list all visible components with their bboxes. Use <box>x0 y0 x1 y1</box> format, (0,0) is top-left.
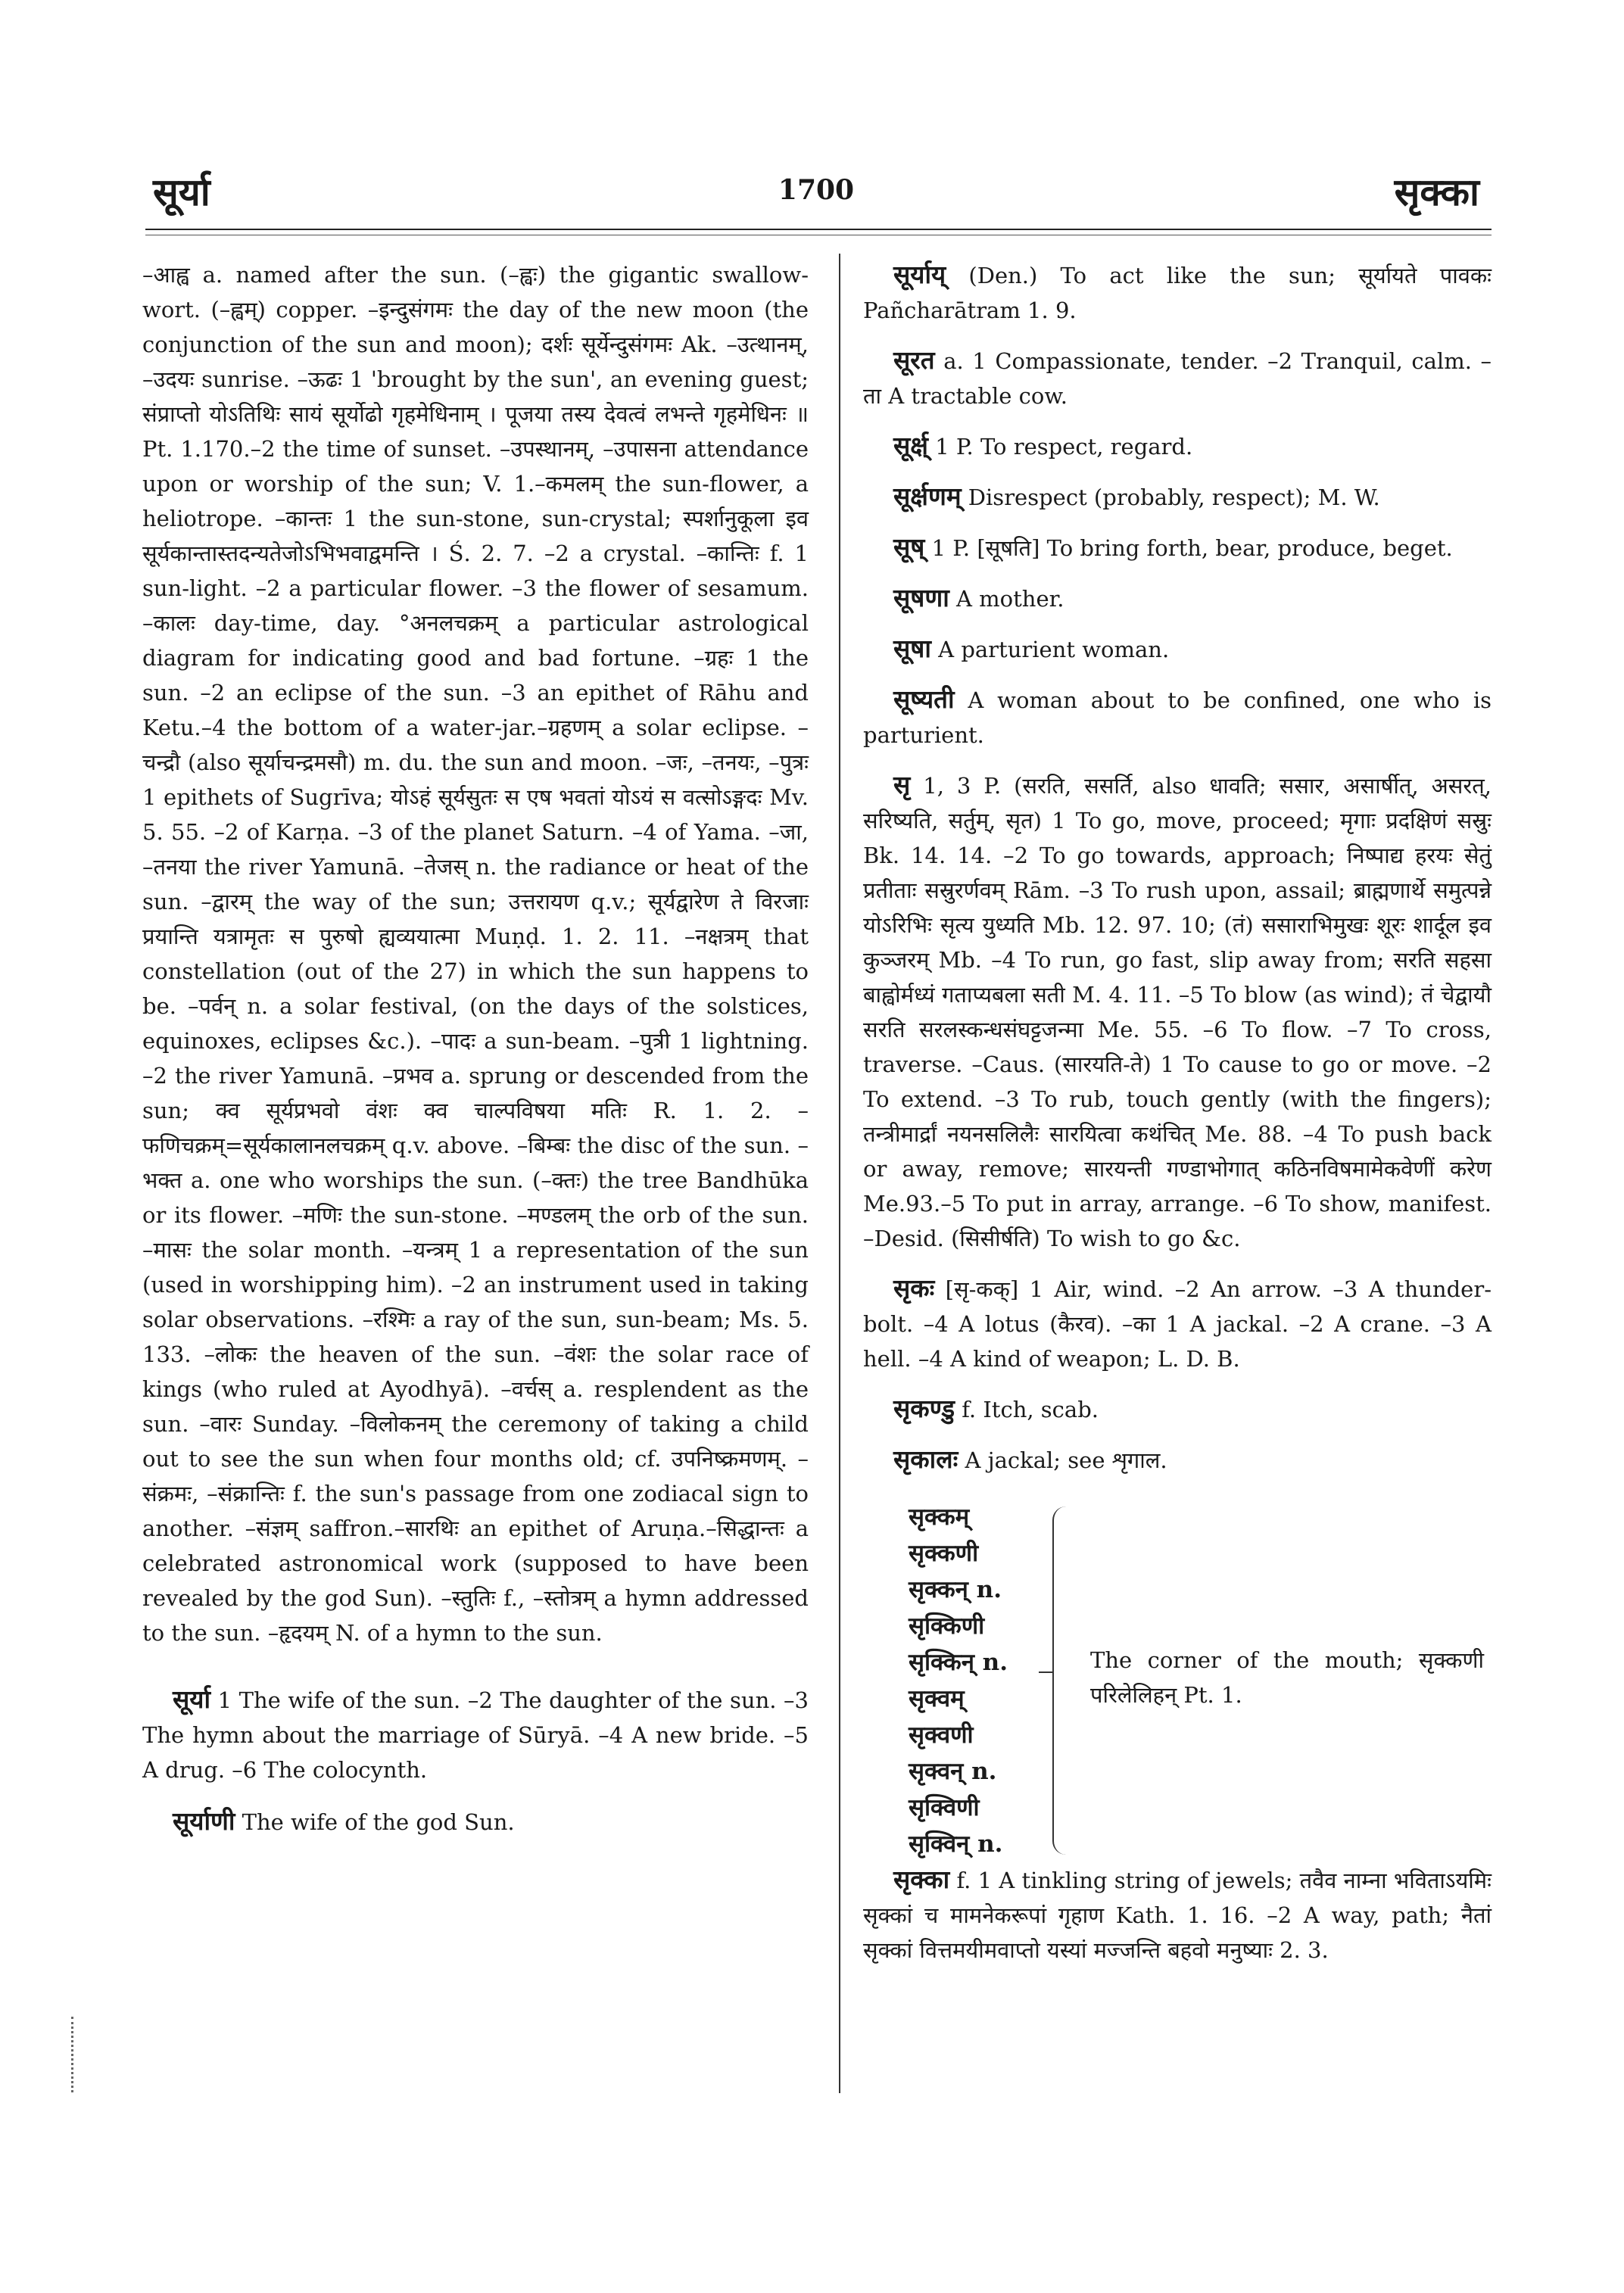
entry-1 <box>863 257 1492 328</box>
grouped-headword: सृक्वन् n. <box>909 1758 997 1785</box>
entry-2 <box>863 343 1492 413</box>
grouped-headword: सृक्वणी <box>909 1721 974 1749</box>
grouped-headword: सृक्वम् <box>909 1685 965 1712</box>
surya-compounds-entry <box>142 257 809 1650</box>
entry-3 <box>863 428 1492 464</box>
surya-compounds-text: –आह्व a. named after the sun. (–ह्वः) the gigantic swallow-wort. (–ह्वम्) copper. –इन्दुसंगमः the day of the new moon (the conjunction of the sun and moon); दर्शः सूर्येन्दुसंगमः Ak. –उत्थानम्, –उदयः sunrise. –ऊढः 1 'brought by the sun', an evening guest; संप्राप्तो योऽतिथिः सायं सूर्योढो गृहमेधिनाम् । पूजया तस्य देवत्वं लभन्ते गृहमेधिनः ॥ Pt. 1.170.–2 the time of sunset. –उपस्थानम्, –उपासना attendance upon or worship of the sun; V. 1.–कमलम् the sun-flower, a heliotrope. –कान्तः 1 the sun-stone, sun-crystal; स्पर्शानुकूला इव सूर्यकान्तास्तदन्यतेजोऽभिभवाद्वमन्ति । Ś. 2. 7. –2 a crystal. –कान्तिः f. 1 sun-light. –2 a particular flower. –3 the flower of sesamum. –कालः day-time, day. °अनलचक्रम् a particular astrological diagram for indicating good and bad fortune. –ग्रहः 1 the sun. –2 an eclipse of the sun. –3 an epithet of Rāhu and Ketu.–4 the bottom of a water-jar.–ग्रहणम् a solar eclipse. –चन्द्रौ (also सूर्याचन्द्रमसौ) m. du. the sun and moon. –जः, –तनयः, –पुत्रः 1 epithets of Sugrīva; योऽहं सूर्यसुतः स एष भवतां योऽयं स वत्सोऽङ्गदः Mv. 5. 55. –2 of Karṇa. –3 of the planet Saturn. –4 of Yama. –जा, –तनया the river Yamunā. –तेजस् n. the radiance or heat of the sun. –द्वारम् the way of the sun; उत्तरायण q.v.; सूर्यद्वारेण ते विरजाः प्रयान्ति यत्रामृतः स पुरुषो ह्यव्ययात्मा Muṇḍ. 1. 2. 11. –नक्षत्रम् that constellation (out of the 27) in which the sun happens to be. –पर्वन् n. a solar festival, (on the days of the solstices, equinoxes, eclipses &c.). –पादः a sun-beam. –पुत्री 1 lightning. –2 the river Yamunā. –प्रभव a. sprung or descended from the sun; क्व सूर्यप्रभवो वंशः क्व चाल्पविषया मतिः R. 1. 2. –फणिचक्रम्=सूर्यकालानलचक्रम् q.v. above. –बिम्बः the disc of the sun. –भक्त a. one who worships the sun. (–क्तः) the tree Bandhūka or its flower. –मणिः the sun-stone. –मण्डलम् the orb of the sun. –मासः the solar month. –यन्त्रम् 1 a representation of the sun (used in worshipping him). –2 an instrument used in taking solar observations. –रश्मिः a ray of the sun, sun-beam; Ms. 5. 133. –लोकः the heaven of the sun. –वंशः the solar race of kings (who ruled at Ayodhyā). –वर्चस् a. resplendent as the sun. –वारः Sunday. –विलोकनम् the ceremony of taking a child out to see the sun when four months old; cf. उपनिष्क्रमणम्. –संक्रमः, –संक्रान्तिः f. the sun's passage from one zodiacal sign to another. –संज्ञम् saffron.–सारथिः an epithet of Aruṇa.–सिद्धान्तः a celebrated astronomical work (supposed to have been revealed by the god Sun). –स्तुतिः f., –स्तोत्रम् a hymn addressed to the sun. –हृदयम् N. of a hymn to the sun. <box>142 262 809 1646</box>
headword-11: सृकण्डु <box>893 1394 955 1423</box>
headword-7: सूषा <box>893 634 931 663</box>
header-left-headword: सूर्या <box>153 170 210 214</box>
definition-1: (Den.) To act like the sun; सूर्यायते पावकः Pañcharātram 1. 9. <box>863 263 1492 323</box>
definition-4: Disrespect (probably, respect); M. W. <box>968 484 1380 510</box>
grouped-headword: सृक्कम् <box>909 1503 970 1531</box>
grouped-headword: सृक्कणी <box>909 1540 979 1567</box>
definition-6: A mother. <box>956 586 1064 612</box>
left-column <box>142 257 809 1840</box>
grouped-headword: सृक्विणी <box>909 1794 980 1821</box>
definition-surya: 1 The wife of the sun. –2 The daughter of the sun. –3 The hymn about the marriage of Sūryā. –4 A new bride. –5 A drug. –6 The colocynth. <box>142 1687 809 1783</box>
entry-10 <box>863 1271 1492 1376</box>
definition-3: 1 P. To respect, regard. <box>935 434 1193 460</box>
entry-13 <box>863 1862 1492 1967</box>
grouped-headword: सृक्किन् n. <box>909 1649 1008 1676</box>
entry-12 <box>863 1442 1492 1478</box>
headword-10: सृकः <box>893 1273 935 1303</box>
entry-9 <box>863 768 1492 1256</box>
grouped-headword: सृक्किणी <box>909 1612 985 1640</box>
headword-2: सूरत <box>893 345 935 375</box>
definition-9: 1, 3 P. (सरति, ससर्ति, also धावति; ससार, असार्षीत्, असरत्, सरिष्यति, सर्तुम्, सृत) 1 To go, move, proceed; मृगाः प्रदक्षिणं सस्रुः Bk. 14. 14. –2 To go towards, approach; निष्पाद्य हरयः सेतुं प्रतीताः सस्रुरर्णवम् Rām. –3 To rush upon, assail; ब्राह्मणार्थे समुत्पन्ने योऽरिभिः सृत्य युध्यति Mb. 12. 97. 10; (तं) ससाराभिमुखः शूरः शार्दूल इव कुञ्जरम् Mb. –4 To run, go fast, slip away from; सरति सहसा बाह्वोर्मध्यं गताप्यबला सती M. 4. 11. –5 To blow (as wind); तं चेद्वायौ सरति सरलस्कन्धसंघट्टजन्मा Me. 55. –6 To flow. –7 To cross, traverse. –Caus. (सारयति-ते) 1 To cause to go or move. –2 To extend. –3 To rub, touch gently (with the fingers); तन्त्रीमार्द्रां नयनसलिलैः सारयित्वा कथंचित् Me. 88. –4 To push back or away, remove; सारयन्ती गण्डाभोगात् कठिनविषमामेकवेणीं करेण Me.93.–5 To put in array, arrange. –6 To show, manifest. –Desid. (सिसीर्षति) To wish to go &c. <box>863 773 1492 1251</box>
entry-11 <box>863 1391 1492 1427</box>
entry-6 <box>863 581 1492 616</box>
headword-8: सूष्यती <box>893 684 955 714</box>
grouped-headwords <box>863 1499 1492 1862</box>
header-rule <box>145 229 1492 230</box>
grouped-definition: The corner of the mouth; सृक्कणी परिलेलिहन् Pt. 1. <box>1090 1647 1484 1708</box>
headword-13: सृक्का <box>893 1865 950 1894</box>
entry-5 <box>863 530 1492 565</box>
definition-7: A parturient woman. <box>938 637 1170 662</box>
column-divider <box>839 254 840 2093</box>
grouped-headword-list <box>909 1499 1052 1862</box>
definition-8: A woman about to be confined, one who is parturient. <box>863 687 1492 748</box>
header-right-headword: सृक्का <box>1394 170 1479 214</box>
entry-8 <box>863 682 1492 752</box>
grouped-headword: सृक्विन् n. <box>909 1830 1003 1858</box>
definition-11: f. Itch, scab. <box>962 1397 1099 1422</box>
page-header <box>145 165 1487 226</box>
margin-dots <box>71 2017 81 2092</box>
definition-suryani: The wife of the god Sun. <box>242 1809 515 1835</box>
headword-9: सृ <box>893 770 911 799</box>
entry-surya <box>142 1682 809 1787</box>
headword-1: सूर्याय् <box>893 260 946 289</box>
curly-brace-point <box>1039 1671 1052 1673</box>
definition-10: [सृ-कक्] 1 Air, wind. –2 An arrow. –3 A thunder-bolt. –4 A lotus (कैरव). –का 1 A jackal. –2 A crane. –3 A hell. –4 A kind of weapon; L. D. B. <box>863 1276 1492 1372</box>
entry-suryani <box>142 1804 809 1840</box>
headword-surya: सूर्या <box>173 1684 210 1714</box>
right-column <box>863 257 1492 1967</box>
entry-7 <box>863 631 1492 667</box>
definition-2: a. 1 Compassionate, tender. –2 Tranquil, calm. –ता A tractable cow. <box>863 348 1492 409</box>
headword-3: सूर्क्ष् <box>893 431 928 460</box>
headword-12: सृकालः <box>893 1444 959 1474</box>
headword-6: सूषणा <box>893 583 949 612</box>
definition-5: 1 P. [सूषति] To bring forth, bear, produce, beget. <box>931 535 1453 561</box>
definition-12: A jackal; see शृगाल. <box>965 1447 1167 1473</box>
definition-13: f. 1 A tinkling string of jewels; तवैव नाम्ना भविताऽयमिः सृक्कां च मामनेकरूपां गृहाण Kath. 1. 16. –2 A way, path; नैतां सृक्कां वित्तमयीमवाप्तो यस्यां मज्जन्ति बहवो मनुष्याः 2. 3. <box>863 1868 1492 1963</box>
headword-suryani: सूर्याणी <box>173 1806 235 1836</box>
entry-4 <box>863 479 1492 515</box>
headword-4: सूर्क्षणम् <box>893 481 962 511</box>
curly-brace <box>1052 1506 1077 1855</box>
headword-5: सूष् <box>893 532 925 562</box>
grouped-headword: सृक्कन् n. <box>909 1576 1002 1603</box>
page-number: 1700 <box>778 174 855 206</box>
